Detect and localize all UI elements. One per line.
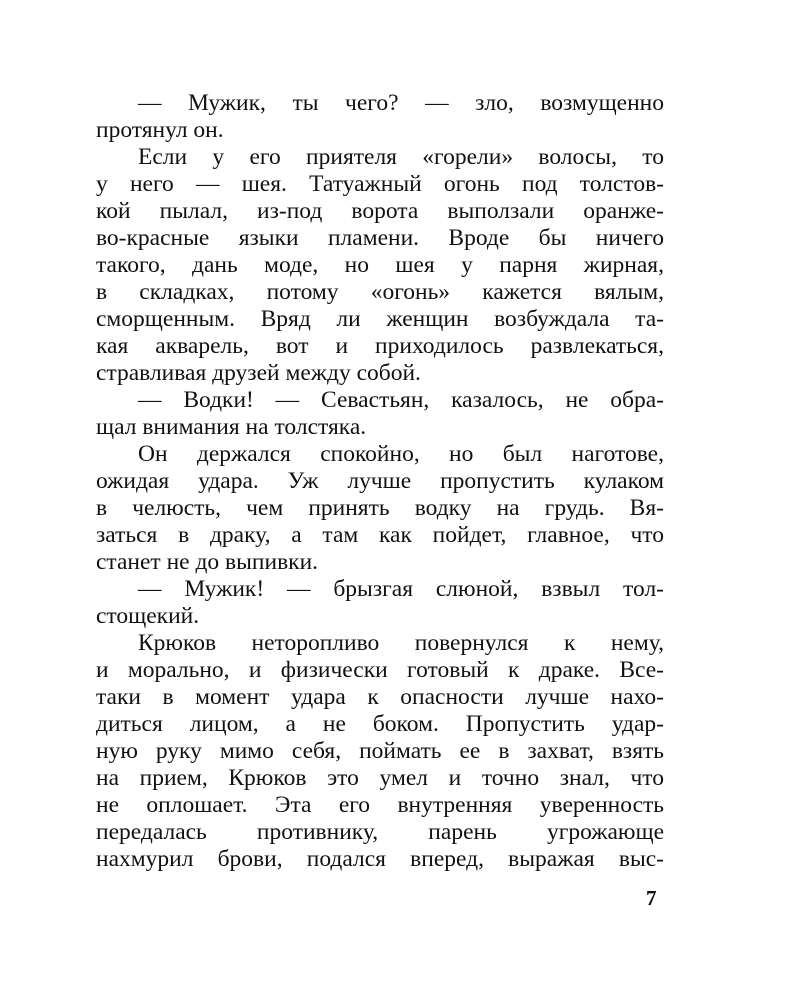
- text-line: диться лицом, а не боком. Пропустить удар-: [96, 711, 664, 737]
- text-line: сморщенным. Вряд ли женщин возбуждала та-: [96, 306, 664, 332]
- text-line: станет не до выпивки.: [96, 549, 319, 575]
- text-line: ожидая удара. Уж лучше пропустить кулаком: [96, 468, 664, 494]
- text-line: в челюсть, чем принять водку на грудь. Вя-: [96, 495, 664, 521]
- text-line: щал внимания на толстяка.: [96, 414, 367, 440]
- text-line: во-красные языки пламени. Вроде бы ничего: [96, 225, 664, 251]
- text-line: — Мужик, ты чего? — зло, возмущенно: [138, 90, 664, 116]
- text-line: и морально, и физически готовый к драке. Все-: [96, 657, 664, 683]
- text-line: стравливая друзей между собой.: [96, 360, 421, 386]
- text-line: не оплошает. Эта его внутренняя уверенность: [96, 792, 664, 818]
- text-line: такого, дань моде, но шея у парня жирная,: [96, 252, 664, 278]
- text-line: Если у его приятеля «горели» волосы, то: [138, 144, 664, 170]
- text-line: на прием, Крюков это умел и точно знал, что: [96, 765, 664, 791]
- text-line: протянул он.: [96, 117, 224, 143]
- text-line: нахмурил брови, подался вперед, выражая выс-: [96, 846, 664, 872]
- text-line: — Мужик! — брызгая слюной, взвыл тол-: [138, 576, 664, 602]
- page-number: 7: [646, 886, 657, 910]
- text-line: передалась противнику, парень угрожающе: [96, 819, 664, 845]
- text-line: заться в драку, а там как пойдет, главное, что: [96, 522, 664, 548]
- text-line: кой пылал, из-под ворота выползали оранже-: [96, 198, 664, 224]
- text-line: Крюков неторопливо повернулся к нему,: [138, 630, 664, 656]
- book-page-text: [96, 90, 664, 873]
- text-line: — Водки! — Севастьян, казалось, не обра-: [138, 387, 664, 413]
- text-line: у него — шея. Татуажный огонь под толстов-: [96, 171, 664, 197]
- text-line: таки в момент удара к опасности лучше нахо-: [96, 684, 664, 710]
- text-line: кая акварель, вот и приходилось развлекаться,: [96, 333, 664, 359]
- text-line: ную руку мимо себя, поймать ее в захват, взять: [96, 738, 664, 764]
- text-line: в складках, потому «огонь» кажется вялым,: [96, 279, 664, 305]
- text-line: Он держался спокойно, но был наготове,: [138, 441, 664, 467]
- text-line: стощекий.: [96, 603, 200, 629]
